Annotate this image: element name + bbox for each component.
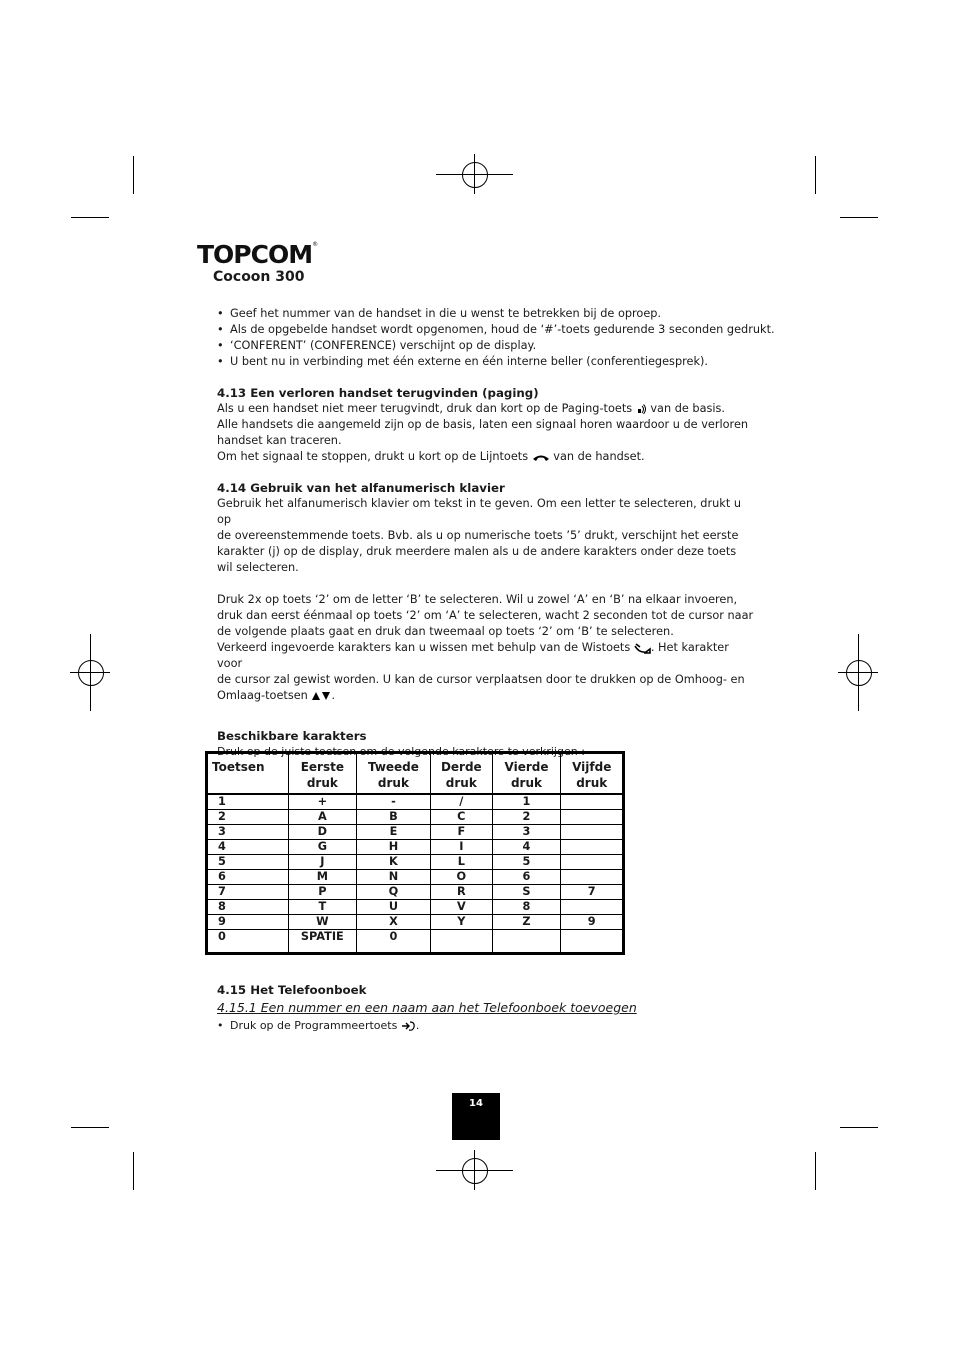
- section-heading-characters: Beschikbare karakters: [217, 729, 367, 743]
- table-cell: 5: [207, 855, 289, 870]
- table-cell: 0: [356, 930, 430, 954]
- table-cell: F: [431, 825, 492, 840]
- up-arrow-icon: [311, 691, 321, 701]
- table-row: [207, 870, 624, 885]
- line-key-icon: [532, 453, 550, 462]
- table-cell: C: [431, 810, 492, 825]
- table-cell: 4: [492, 840, 561, 855]
- table-row: [207, 810, 624, 825]
- column-header: Toetsen: [207, 753, 289, 795]
- column-header: Derde druk: [431, 753, 492, 795]
- table-cell: [431, 930, 492, 954]
- table-cell: 1: [207, 794, 289, 810]
- table-cell: [561, 794, 624, 810]
- section-heading-4-14: 4.14 Gebruik van het alfanumerisch klavier: [217, 481, 505, 495]
- table-cell: /: [431, 794, 492, 810]
- table-cell: P: [288, 885, 356, 900]
- table-cell: [561, 900, 624, 915]
- main-content: [217, 306, 775, 760]
- table-cell: 6: [207, 870, 289, 885]
- table-cell: 3: [207, 825, 289, 840]
- table-cell: [561, 825, 624, 840]
- table-cell: 4: [207, 840, 289, 855]
- table-cell: U: [356, 900, 430, 915]
- table-cell: 0: [207, 930, 289, 954]
- model-name: Cocoon 300: [213, 269, 305, 285]
- clear-key-icon: [634, 643, 651, 654]
- table-row: [207, 885, 624, 900]
- table-row: [207, 900, 624, 915]
- brand-logo: TOPCOM®: [197, 240, 318, 269]
- table-cell: Q: [356, 885, 430, 900]
- table-cell: R: [431, 885, 492, 900]
- table-cell: N: [356, 870, 430, 885]
- column-header: Eerste druk: [288, 753, 356, 795]
- table-cell: SPATIE: [288, 930, 356, 954]
- table-cell: 8: [207, 900, 289, 915]
- table-cell: Z: [492, 915, 561, 930]
- table-cell: V: [431, 900, 492, 915]
- list-item: • ‘CONFERENT’ (CONFERENCE) verschijnt op de display.: [217, 338, 757, 354]
- column-header: Vierde druk: [492, 753, 561, 795]
- list-item: • Geef het nummer van de handset in die u wenst te betrekken bij de oproep.: [217, 306, 757, 322]
- table-cell: D: [288, 825, 356, 840]
- table-cell: H: [356, 840, 430, 855]
- table-cell: 7: [207, 885, 289, 900]
- table-cell: O: [431, 870, 492, 885]
- table-cell: E: [356, 825, 430, 840]
- table-row: [207, 825, 624, 840]
- table-cell: 9: [561, 915, 624, 930]
- table-row: [207, 915, 624, 930]
- table-cell: B: [356, 810, 430, 825]
- table-cell: -: [356, 794, 430, 810]
- table-row: [207, 840, 624, 855]
- table-cell: I: [431, 840, 492, 855]
- column-header: Tweede druk: [356, 753, 430, 795]
- table-cell: L: [431, 855, 492, 870]
- table-cell: [561, 855, 624, 870]
- table-cell: [561, 840, 624, 855]
- table-cell: 8: [492, 900, 561, 915]
- table-cell: T: [288, 900, 356, 915]
- table-cell: A: [288, 810, 356, 825]
- characters-table: [205, 751, 625, 955]
- table-cell: [561, 930, 624, 954]
- table-cell: 6: [492, 870, 561, 885]
- table-cell: 1: [492, 794, 561, 810]
- list-item: • U bent nu in verbinding met één externe en één interne beller (conferentiegesprek).: [217, 354, 757, 370]
- list-item: • Druk op de Programmeertoets .: [217, 1018, 757, 1034]
- paragraph: Druk 2x op toets ‘2’ om de letter ‘B’ te selecteren. Wil u zowel ‘A’ en ‘B’ na elkaar invoeren, druk dan eerst éénmaal op toets ‘2’ om ‘A’ te selecteren, wacht 2 seconden tot de cursor naar de volgende plaats gaat en druk dan tweemaal op toets ‘2’ om ‘B’ te selecteren. Verkeerd ingevoerde karakters kan u wissen met behulp van de Wistoets . Het karakter voor de cursor zal gewist worden. U kan de cursor verplaatsen door te drukken op de Omhoog- en Omlaag-toetsen .: [217, 593, 754, 702]
- down-arrow-icon: [321, 691, 331, 701]
- table-cell: 7: [561, 885, 624, 900]
- table-row: [207, 930, 624, 954]
- paragraph: Druk op de juiste toetsen om de volgende karakters te verkrijgen :: [217, 745, 585, 758]
- paragraph: Gebruik het alfanumerisch klavier om tekst in te geven. Om een letter te selecteren, drukt u op de overeenstemmende toets. Bvb. als u op numerische toets ’5’ drukt, verschijnt het eerste karakter (j) op de display, druk meerdere malen als u de andere karakters onder deze toets wil selecteren.: [217, 497, 741, 574]
- table-cell: X: [356, 915, 430, 930]
- table-cell: [561, 810, 624, 825]
- table-cell: W: [288, 915, 356, 930]
- table-cell: M: [288, 870, 356, 885]
- table-cell: S: [492, 885, 561, 900]
- section-4-15: [217, 982, 757, 1034]
- page-number: 14: [452, 1093, 500, 1140]
- table-row: [207, 855, 624, 870]
- bullet-list: [217, 306, 775, 370]
- bullet-list: [217, 1018, 757, 1034]
- table-cell: [561, 870, 624, 885]
- section-heading-4-13: 4.13 Een verloren handset terugvinden (paging): [217, 386, 539, 400]
- table-cell: 2: [492, 810, 561, 825]
- table-cell: K: [356, 855, 430, 870]
- table-cell: 9: [207, 915, 289, 930]
- paragraph: Als u een handset niet meer terugvindt, druk dan kort op de Paging-toets van de basis. Alle handsets die aangemeld zijn op de basis, laten een signaal horen waardoor u de verloren handset kan traceren. Om het signaal te stoppen, drukt u kort op de Lijntoets van de handset.: [217, 402, 749, 463]
- column-header: Vijfde druk: [561, 753, 624, 795]
- table-cell: [492, 930, 561, 954]
- table-cell: +: [288, 794, 356, 810]
- table-header-row: [207, 753, 624, 795]
- table-cell: G: [288, 840, 356, 855]
- table-cell: 5: [492, 855, 561, 870]
- table-row: [207, 794, 624, 810]
- table-cell: 2: [207, 810, 289, 825]
- subsection-heading: 4.15.1 Een nummer en een naam aan het Telefoonboek toevoegen: [217, 1000, 637, 1015]
- program-key-icon: [401, 1020, 416, 1032]
- table-cell: J: [288, 855, 356, 870]
- table-cell: Y: [431, 915, 492, 930]
- paging-icon: [636, 403, 647, 415]
- table-cell: 3: [492, 825, 561, 840]
- section-heading-4-15: 4.15 Het Telefoonboek: [217, 983, 367, 997]
- list-item: • Als de opgebelde handset wordt opgenomen, houd de ‘#’-toets gedurende 3 seconden gedrukt.: [217, 322, 757, 338]
